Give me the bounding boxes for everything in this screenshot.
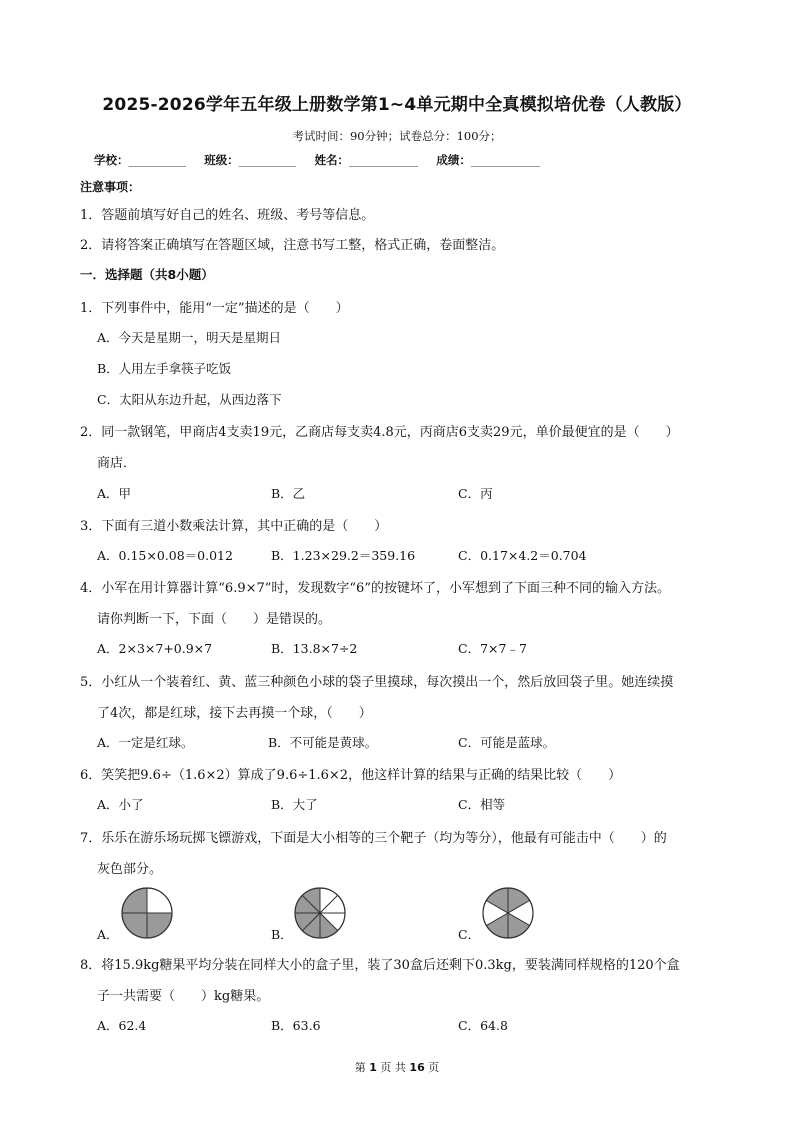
q4-option-b[interactable]: B．13.8×7÷2 (271, 641, 358, 656)
question-2-line-2: 商店． (97, 456, 137, 471)
footer-pre: 第 (354, 1061, 366, 1074)
name-label: 姓名： (314, 153, 350, 167)
question-5-line-2: 了4次，都是红球，接下去再摸一个球，（ ） (97, 706, 372, 721)
question-2-line-1: 2．同一款钢笔，甲商店4支卖19元，乙商店每支卖4.8元，丙商店6支卖29元，单价最便宜的是（ ） (80, 425, 679, 440)
q7-option-b[interactable]: B． (271, 927, 293, 942)
q2-option-c[interactable]: C．丙 (458, 486, 493, 501)
question-8-line-2: 子一共需要（ ）kg糖果。 (97, 989, 270, 1004)
question-7-line-1: 7．乐乐在游乐场玩掷飞镖游戏，下面是大小相等的三个靶子（均为等分），他最有可能击中（ ）的 (80, 831, 667, 846)
q2-option-b[interactable]: B．乙 (271, 486, 306, 501)
section-heading: 一．选择题（共8小题） (80, 267, 214, 282)
question-6: 6．笑笑把9.6÷（1.6×2）算成了9.6÷1.6×2，他这样计算的结果与正确的结果比较（ ） (80, 768, 622, 783)
footer-mid: 页 共 (380, 1061, 406, 1074)
school-label: 学校： (94, 153, 129, 167)
page-footer (0, 1059, 794, 1075)
question-8-line-1: 8．将15.9kg糖果平均分装在同样大小的盒子里，装了30盒后还剩下0.3kg，要装满同样规格的120个盒 (80, 958, 680, 973)
question-1: 1．下列事件中，能用“一定”描述的是（ ） (80, 301, 349, 316)
q4-option-a[interactable]: A．2×3×7+0.9×7 (97, 641, 213, 656)
q1-option-a[interactable]: A．今天是星期一，明天是星期日 (97, 330, 282, 345)
q1-option-b[interactable]: B．人用左手拿筷子吃饭 (97, 361, 232, 376)
class-blank[interactable]: __________ (238, 153, 297, 167)
question-3: 3．下面有三道小数乘法计算，其中正确的是（ ） (80, 519, 388, 534)
class-label: 班级： (204, 153, 239, 167)
q8-option-b[interactable]: B．63.6 (271, 1018, 321, 1033)
q6-option-c[interactable]: C．相等 (458, 797, 506, 812)
target-a-icon[interactable] (120, 886, 174, 940)
target-c-icon[interactable] (481, 886, 535, 940)
footer-page-number: 1 (369, 1061, 377, 1074)
school-blank[interactable]: __________ (128, 153, 186, 167)
q3-option-a[interactable]: A．0.15×0.08＝0.012 (97, 548, 233, 563)
q4-option-c[interactable]: C．7×7﹣7 (458, 641, 527, 656)
q8-option-a[interactable]: A．62.4 (97, 1018, 147, 1033)
q7-option-a[interactable]: A． (97, 927, 119, 942)
q3-option-b[interactable]: B．1.23×29.2＝359.16 (271, 548, 416, 563)
footer-post: 页 (428, 1061, 440, 1074)
q5-option-a[interactable]: A．一定是红球。 (97, 735, 194, 750)
q7-option-c[interactable]: C． (458, 927, 481, 942)
q6-option-a[interactable]: A．小了 (97, 797, 144, 812)
question-4-line-1: 4．小军在用计算器计算“6.9×7”时，发现数字“6”的按键坏了，小军想到了下面三种不同的输入方法。 (80, 581, 670, 596)
question-4-line-2: 请你判断一下，下面（ ）是错误的。 (97, 612, 332, 627)
exam-title: 2025-2026学年五年级上册数学第1~4单元期中全真模拟培优卷（人教版） (102, 95, 692, 115)
name-blank[interactable]: ____________ (349, 153, 419, 167)
notice-item-1: 1．答题前填写好自己的姓名、班级、考号等信息。 (80, 208, 375, 223)
student-info-row (94, 152, 540, 168)
notice-heading: 注意事项： (80, 180, 141, 194)
q6-option-b[interactable]: B．大了 (271, 797, 318, 812)
footer-total-pages: 16 (409, 1061, 425, 1074)
q3-option-c[interactable]: C．0.17×4.2＝0.704 (458, 548, 587, 563)
notice-item-2: 2．请将答案正确填写在答题区域，注意书写工整，格式正确，卷面整洁。 (80, 238, 505, 253)
q5-option-c[interactable]: C．可能是蓝球。 (458, 735, 556, 750)
score-blank[interactable]: ____________ (470, 153, 540, 167)
target-b-icon[interactable] (293, 886, 347, 940)
question-7-line-2: 灰色部分。 (97, 862, 163, 877)
q1-option-c[interactable]: C．太阳从东边升起，从西边落下 (97, 392, 282, 407)
q5-option-b[interactable]: B．不可能是黄球。 (268, 735, 378, 750)
q8-option-c[interactable]: C．64.8 (458, 1018, 508, 1033)
question-5-line-1: 5．小红从一个装着红、黄、蓝三种颜色小球的袋子里摸球，每次摸出一个，然后放回袋子里。她连续摸 (80, 675, 674, 690)
exam-subtitle: 考试时间：90分钟；试卷总分：100分； (292, 129, 502, 143)
score-label: 成绩： (436, 153, 471, 167)
q2-option-a[interactable]: A．甲 (97, 486, 132, 501)
